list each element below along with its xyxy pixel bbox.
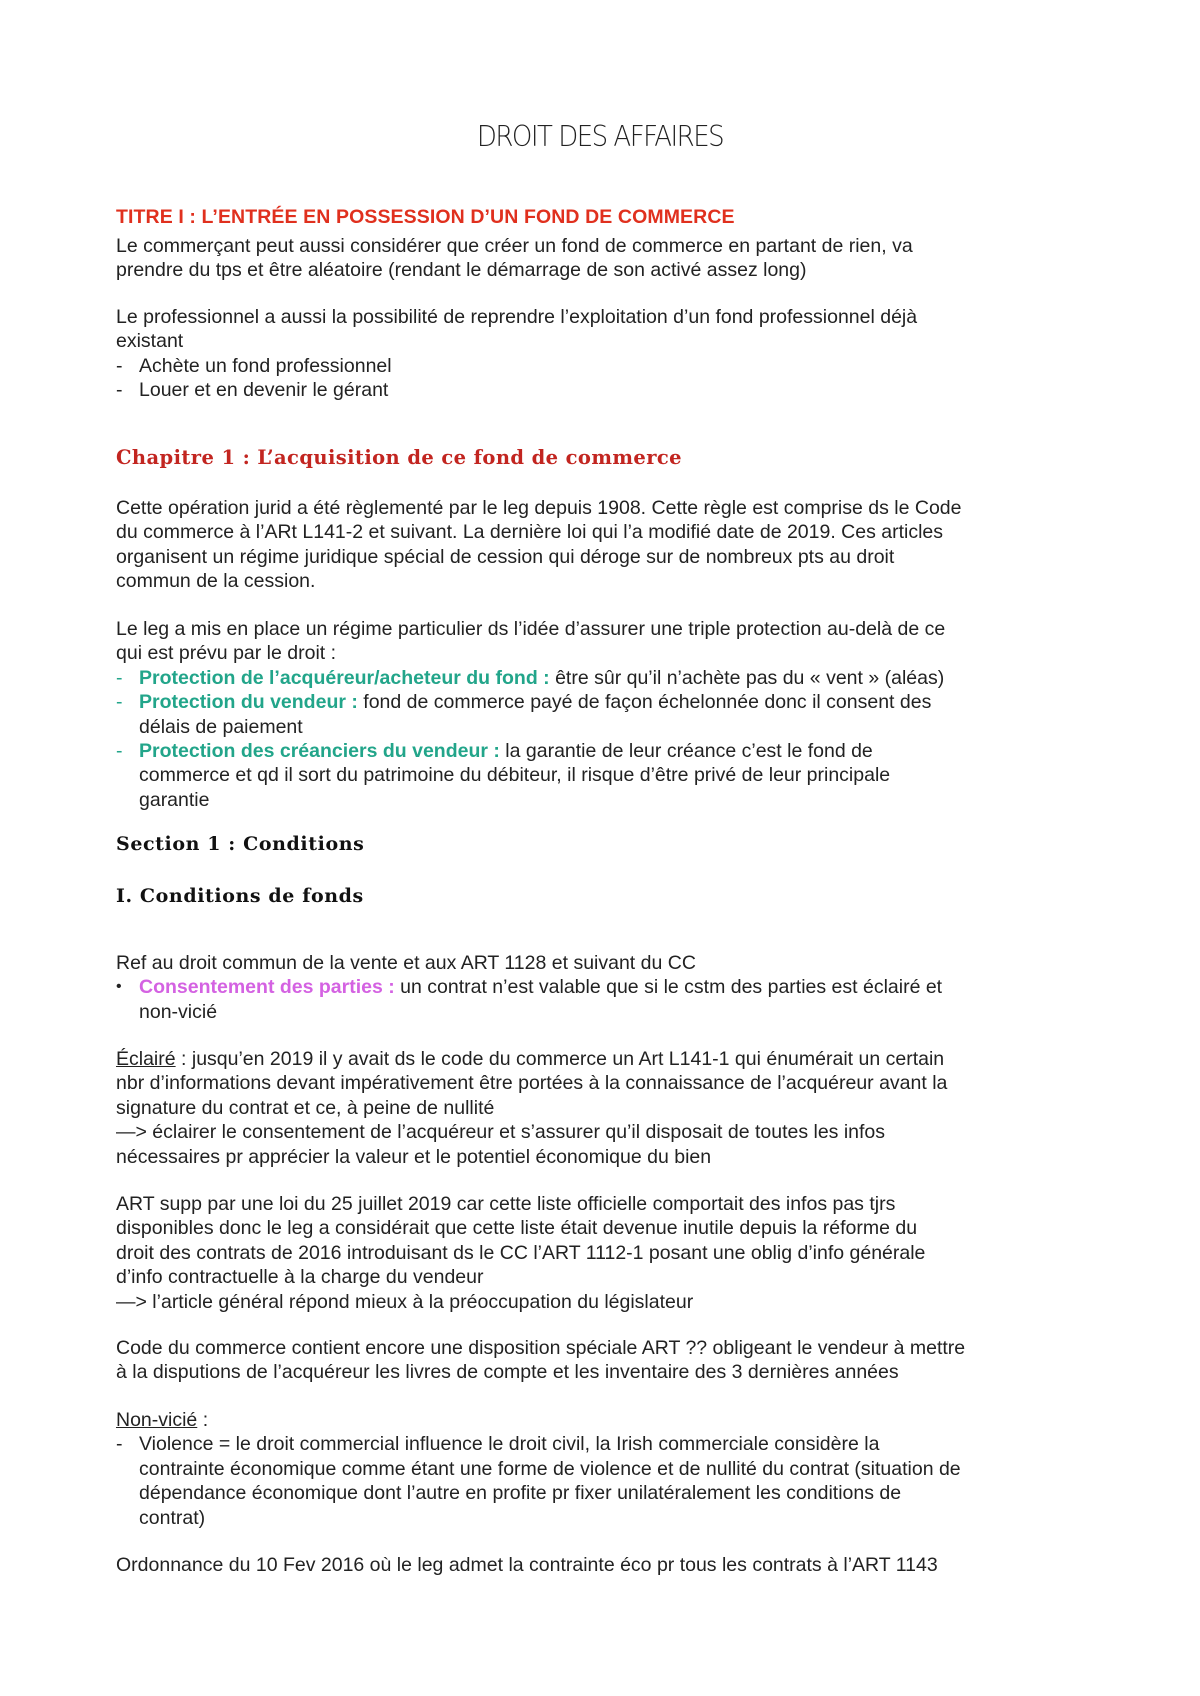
text-line: Éclairé : jusqu’en 2019 il y avait ds le code du commerce un Art L141-1 qui énumérait un certain [116,1048,945,1070]
list-item: • Consentement des parties : un contrat n’est valable que si le cstm des parties est éclairé et [116,976,943,999]
text-line: commerce et qd il sort du patrimoine du débiteur, il risque d’être privé de leur principale [139,764,891,787]
text-line: non-vicié [139,1000,218,1023]
text-line: Le leg a mis en place un régime particulier ds l’idée d’assurer une triple protection au-delà de ce [116,618,946,640]
consent-label: Consentement des parties : [139,976,395,999]
text-line: —> éclairer le consentement de l’acquéreur et s’assurer qu’il disposait de toutes les infos [116,1121,886,1144]
list-item: - Louer et en devenir le gérant [116,379,389,402]
dot-bullet: • [116,978,122,996]
text-line: délais de paiement [139,715,303,738]
text-line: Ref au droit commun de la vente et aux ART 1128 et suivant du CC [116,952,696,974]
intro-paragraph-1 [116,234,1106,283]
text-line: commun de la cession. [116,570,316,593]
protection-item: - Protection du vendeur : fond de commerce payé de façon échelonnée donc il consent des [116,691,932,714]
text-line: contrat) [139,1506,206,1529]
chapter-heading: Chapitre 1 : L’acquisition de ce fond de commerce [116,446,682,469]
dash-bullet: - [116,666,123,689]
text-line: Ordonnance du 10 Fev 2016 où le leg admet la contrainte éco pr tous les contrats à l’ART 1143 [116,1554,938,1576]
chapter-paragraph-2 [116,617,1106,812]
code-commerce-paragraph [116,1336,1106,1385]
text-line: dépendance économique dont l’autre en profite pr fixer unilatéralement les conditions de [139,1482,902,1505]
text-line: organisent un régime juridique spécial de cession qui déroge sur de nombreux pts au droit [116,545,895,568]
protection-label: Protection des créanciers du vendeur : [139,739,500,762]
dash-bullet: - [116,379,123,402]
text-line: —> l’article général répond mieux à la préoccupation du législateur [116,1290,694,1313]
dash-bullet: - [116,354,123,377]
list-item: - Violence = le droit commercial influence le droit civil, la Irish commerciale considère la [116,1433,880,1456]
text-line: Cette opération jurid a été règlementé par le leg depuis 1908. Cette règle est comprise ds le Code [116,497,962,519]
text-line: nbr d’informations devant impérativement être portées à la connaissance de l’acquéreur avant la [116,1072,948,1095]
art-supp-paragraph [116,1192,1106,1314]
eclaire-label: Éclairé [116,1048,176,1070]
chapter-paragraph-1 [116,496,1106,594]
text-line: qui est prévu par le droit : [116,642,337,665]
text-line: nécessaires pr apprécier la valeur et le potentiel économique du bien [116,1145,712,1168]
protection-label: Protection du vendeur : [139,691,358,714]
section-heading: Section 1 : Conditions [116,833,365,855]
dash-bullet: - [116,691,123,714]
text-line: disponibles donc le leg a considérait que cette liste était devenue inutile depuis la réforme du [116,1217,918,1240]
ordonnance-paragraph [116,1553,1106,1577]
document-title: DROIT DES AFFAIRES [476,120,724,154]
titre-heading: TITRE I : L’ENTRÉE EN POSSESSION D’UN FOND DE COMMERCE [116,206,735,228]
text-line: existant [116,330,184,353]
text-line: Code du commerce contient encore une disposition spéciale ART ?? obligeant le vendeur à mettre [116,1337,966,1359]
eclaire-paragraph [116,1047,1106,1169]
protection-label: Protection de l’acquéreur/acheteur du fond : [139,666,550,689]
text-line: droit des contrats de 2016 introduisant ds le CC l’ART 1112-1 posant une oblig d’info générale [116,1241,926,1264]
text-line: garantie [139,788,210,811]
text-line: Non-vicié : [116,1409,209,1431]
dash-bullet: - [116,739,123,762]
non-vicie-label: Non-vicié [116,1409,198,1431]
conditions-paragraph [116,951,1106,1024]
text-line: prendre du tps et être aléatoire (rendant le démarrage de son activé assez long) [116,259,807,282]
text-line: Le professionnel a aussi la possibilité de reprendre l’exploitation d’un fond professionnel déjà [116,306,918,328]
text-line: d’info contractuelle à la charge du vendeur [116,1266,484,1289]
text-line: ART supp par une loi du 25 juillet 2019 car cette liste officielle comportait des infos pas tjrs [116,1193,896,1215]
text-line: signature du contrat et ce, à peine de nullité [116,1096,495,1119]
intro-paragraph-2 [116,305,1106,403]
list-item: - Achète un fond professionnel [116,354,392,377]
protection-item: - Protection de l’acquéreur/acheteur du fond : être sûr qu’il n’achète pas du « vent » (aléas) [116,666,945,689]
text-line: contrainte économique comme étant une forme de violence et de nullité du contrat (situation de [139,1457,961,1480]
text-line: du commerce à l’ARt L141-2 et suivant. La dernière loi qui l’a modifié date de 2019. Ces articles [116,521,944,544]
dash-bullet: - [116,1433,123,1456]
subsection-heading: I. Conditions de fonds [116,885,364,907]
text-line: Le commerçant peut aussi considérer que créer un fond de commerce en partant de rien, va [116,235,913,257]
text-line: à la disputions de l’acquéreur les livres de compte et les inventaire des 3 dernières années [116,1361,899,1384]
protection-item: - Protection des créanciers du vendeur : la garantie de leur créance c’est le fond de [116,739,873,762]
non-vicie-paragraph [116,1408,1106,1530]
